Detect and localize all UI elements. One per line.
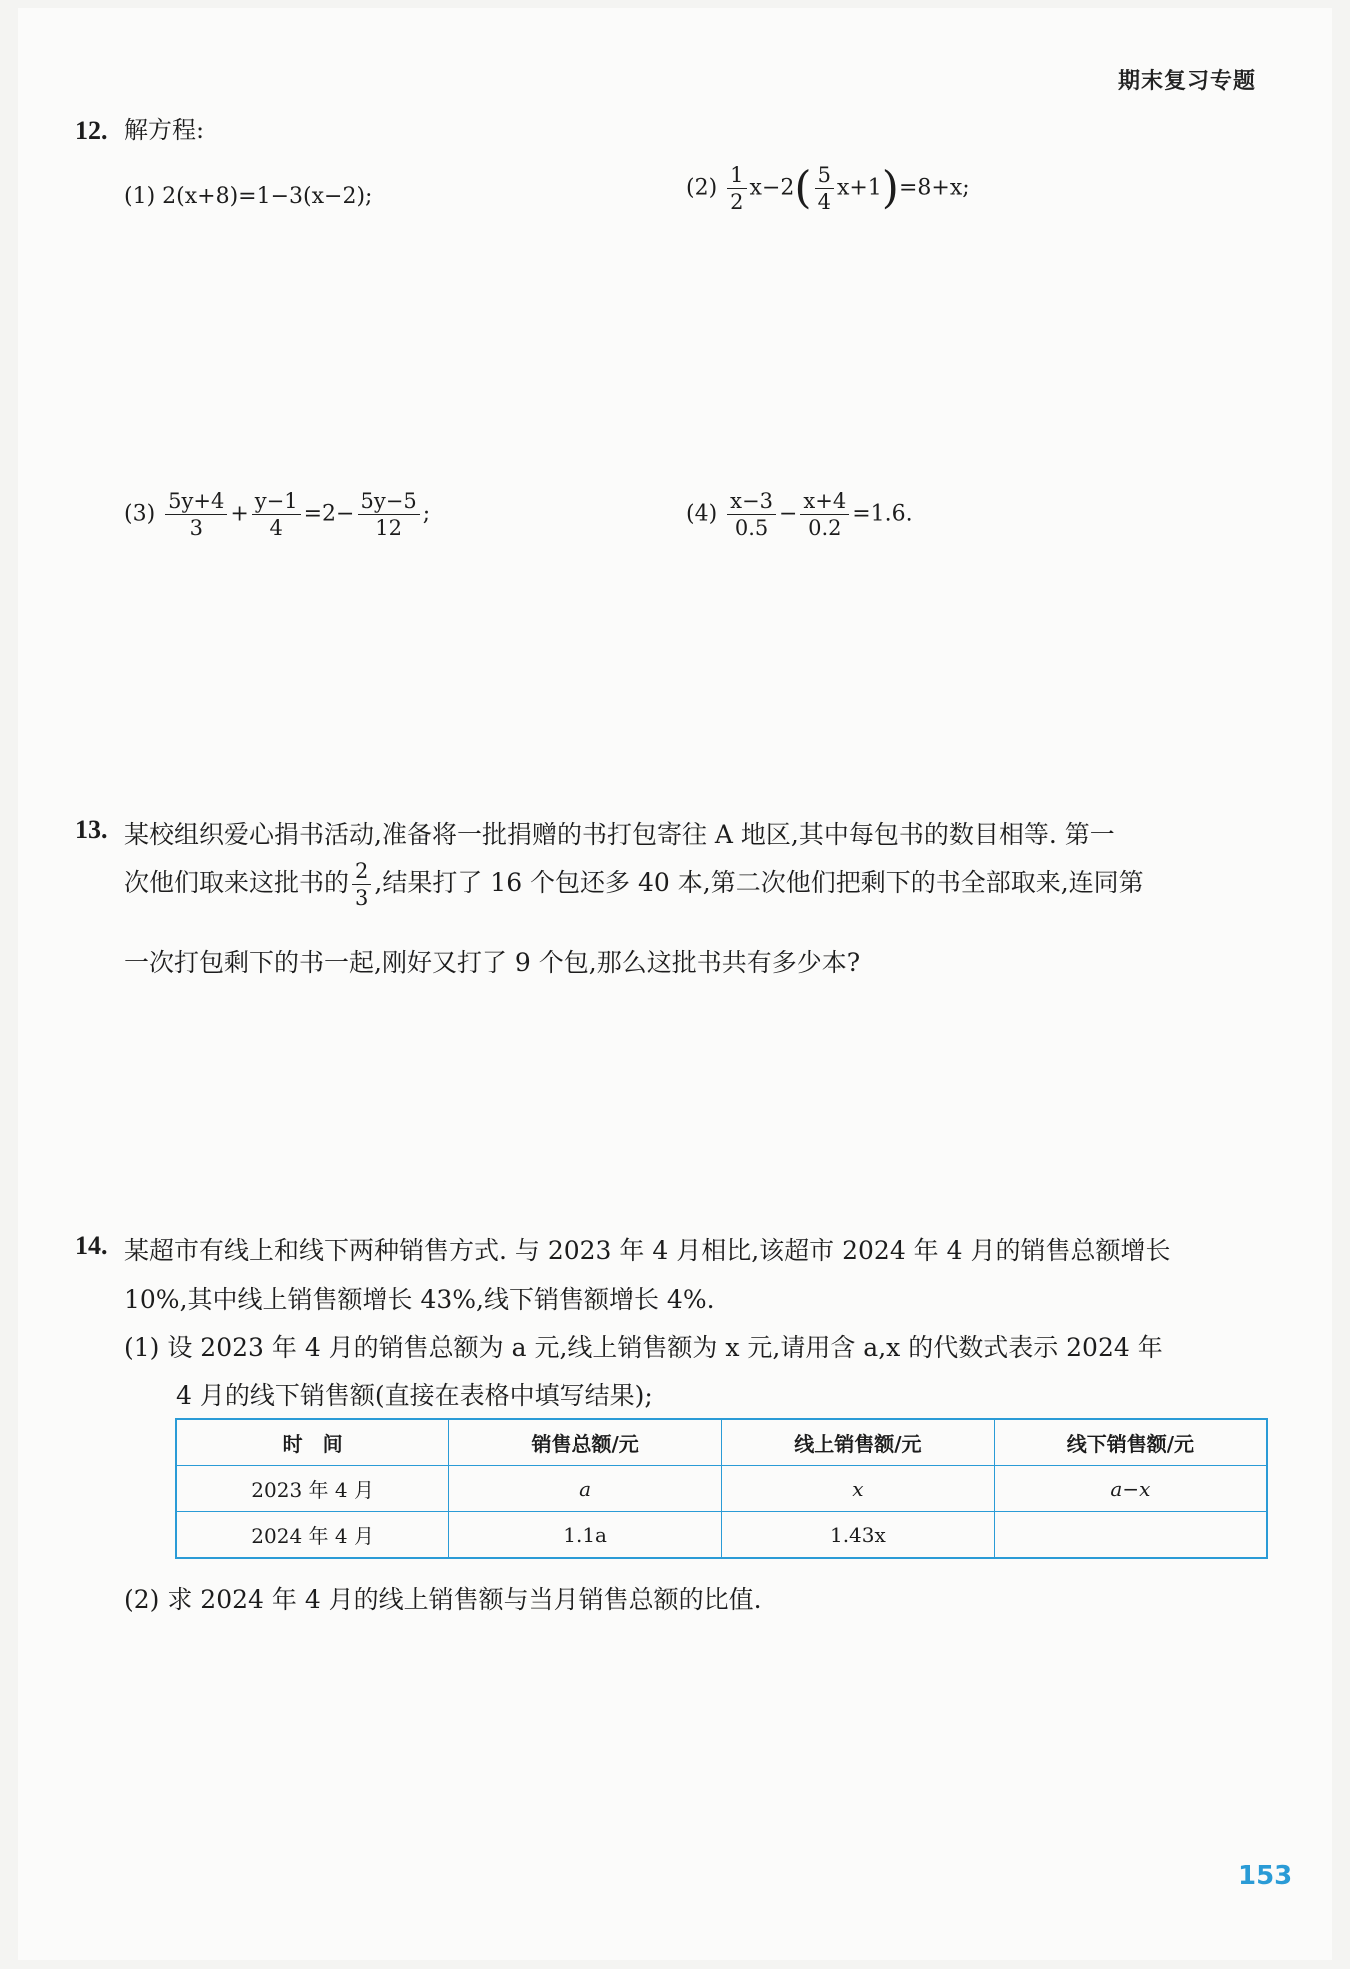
- q14-part1-line-2: 4 月的线下销售额(直接在表格中填写结果);: [176, 1381, 653, 1410]
- q14-line-1: 某超市有线上和线下两种销售方式. 与 2023 年 4 月相比,该超市 2024 年 4 月的销售总额增长: [124, 1236, 1171, 1265]
- table-row: [176, 1466, 1267, 1512]
- fraction-numerator: x+4: [800, 490, 849, 515]
- q13-line-2-start: 次他们取来这批书的: [124, 868, 350, 898]
- expr-segment: −: [778, 501, 798, 527]
- q14-part1-line-1: (1) 设 2023 年 4 月的销售总额为 a 元,线上销售额为 x 元,请用含 a,x 的代数式表示 2024 年: [124, 1333, 1163, 1362]
- q13-line-2: [124, 860, 1144, 909]
- fraction: [800, 490, 849, 539]
- fraction-numerator: 5y+4: [165, 490, 227, 515]
- table-cell: x: [722, 1466, 995, 1512]
- textbook-page: [18, 8, 1332, 1960]
- fraction-denominator: 3: [355, 886, 369, 911]
- fraction: [727, 490, 776, 539]
- q12-part2: [686, 164, 970, 213]
- fraction-numerator: 5y−5: [358, 490, 420, 515]
- fraction-numerator: 1: [727, 164, 746, 189]
- fraction: [352, 860, 371, 909]
- table-header: 销售总额/元: [449, 1419, 722, 1466]
- table-header: 线上销售额/元: [722, 1419, 995, 1466]
- table-header: 线下销售额/元: [994, 1419, 1267, 1466]
- question-13-number: 13.: [75, 815, 108, 844]
- page-number: 153: [1238, 1861, 1293, 1891]
- q14-part2: (2) 求 2024 年 4 月的线上销售额与当月销售总额的比值.: [124, 1585, 762, 1614]
- q12-part1: [124, 184, 372, 209]
- q14-line-2: 10%,其中线上销售额增长 43%,线下销售额增长 4%.: [124, 1285, 715, 1314]
- table-cell: 1.43x: [722, 1512, 995, 1559]
- fraction: [165, 490, 227, 539]
- q12-part3: [124, 490, 430, 539]
- table-row: [176, 1512, 1267, 1559]
- expr-segment: x−2: [749, 175, 795, 201]
- fraction-numerator: x−3: [727, 490, 776, 515]
- fraction: [252, 490, 301, 539]
- fraction-numerator: y−1: [252, 490, 301, 515]
- fraction-denominator: 0.2: [808, 516, 842, 541]
- fraction: [727, 164, 746, 213]
- fraction-denominator: 2: [730, 190, 744, 215]
- fraction: [815, 164, 834, 213]
- table-header-row: [176, 1419, 1267, 1466]
- q12-part4-label: (4): [686, 501, 718, 527]
- q12-part4: [686, 490, 913, 539]
- question-14-number: 14.: [75, 1231, 108, 1260]
- section-title: 期末复习专题: [1118, 69, 1257, 94]
- table-cell: 1.1a: [449, 1512, 722, 1559]
- fraction: [358, 490, 420, 539]
- fraction-numerator: 2: [352, 860, 371, 885]
- expr-segment: x+1: [836, 175, 882, 201]
- fraction-denominator: 0.5: [734, 516, 769, 541]
- q13-line-1: 某校组织爱心捐书活动,准备将一批捐赠的书打包寄往 A 地区,其中每包书的数目相等. 第一: [124, 820, 1115, 849]
- fraction-denominator: 12: [375, 516, 402, 541]
- fraction-denominator: 4: [269, 516, 283, 541]
- expr-segment: =1.6.: [852, 501, 913, 527]
- expr-segment: =2−: [303, 501, 355, 527]
- table-cell: a: [449, 1466, 722, 1512]
- right-paren: ): [881, 162, 899, 214]
- fraction-numerator: 5: [815, 164, 834, 189]
- table-header: 时 间: [176, 1419, 449, 1466]
- fraction-denominator: 3: [189, 516, 203, 541]
- q13-line-2-end: ,结果打了 16 个包还多 40 本,第二次他们把剩下的书全部取来,连同第: [374, 868, 1144, 898]
- q13-line-3: 一次打包剩下的书一起,刚好又打了 9 个包,那么这批书共有多少本?: [124, 948, 861, 977]
- question-12-prompt: 解方程:: [124, 116, 205, 144]
- table-cell: 2024 年 4 月: [176, 1512, 449, 1559]
- q12-part1-expr: 2(x+8)=1−3(x−2);: [162, 184, 373, 209]
- table-cell-answer-blank[interactable]: [994, 1512, 1267, 1559]
- expr-segment: +: [230, 501, 249, 527]
- question-12-number: 12.: [75, 116, 108, 145]
- fraction-denominator: 4: [817, 190, 831, 215]
- table-cell: a−x: [994, 1466, 1267, 1512]
- q12-part1-label: (1): [124, 184, 156, 209]
- left-paren: (: [794, 162, 812, 214]
- q12-part3-label: (3): [124, 501, 156, 527]
- sales-table: [175, 1418, 1268, 1559]
- table-cell: 2023 年 4 月: [176, 1466, 449, 1512]
- expr-segment: =8+x;: [898, 175, 970, 201]
- expr-segment: ;: [422, 501, 431, 527]
- q12-part2-label: (2): [686, 175, 718, 201]
